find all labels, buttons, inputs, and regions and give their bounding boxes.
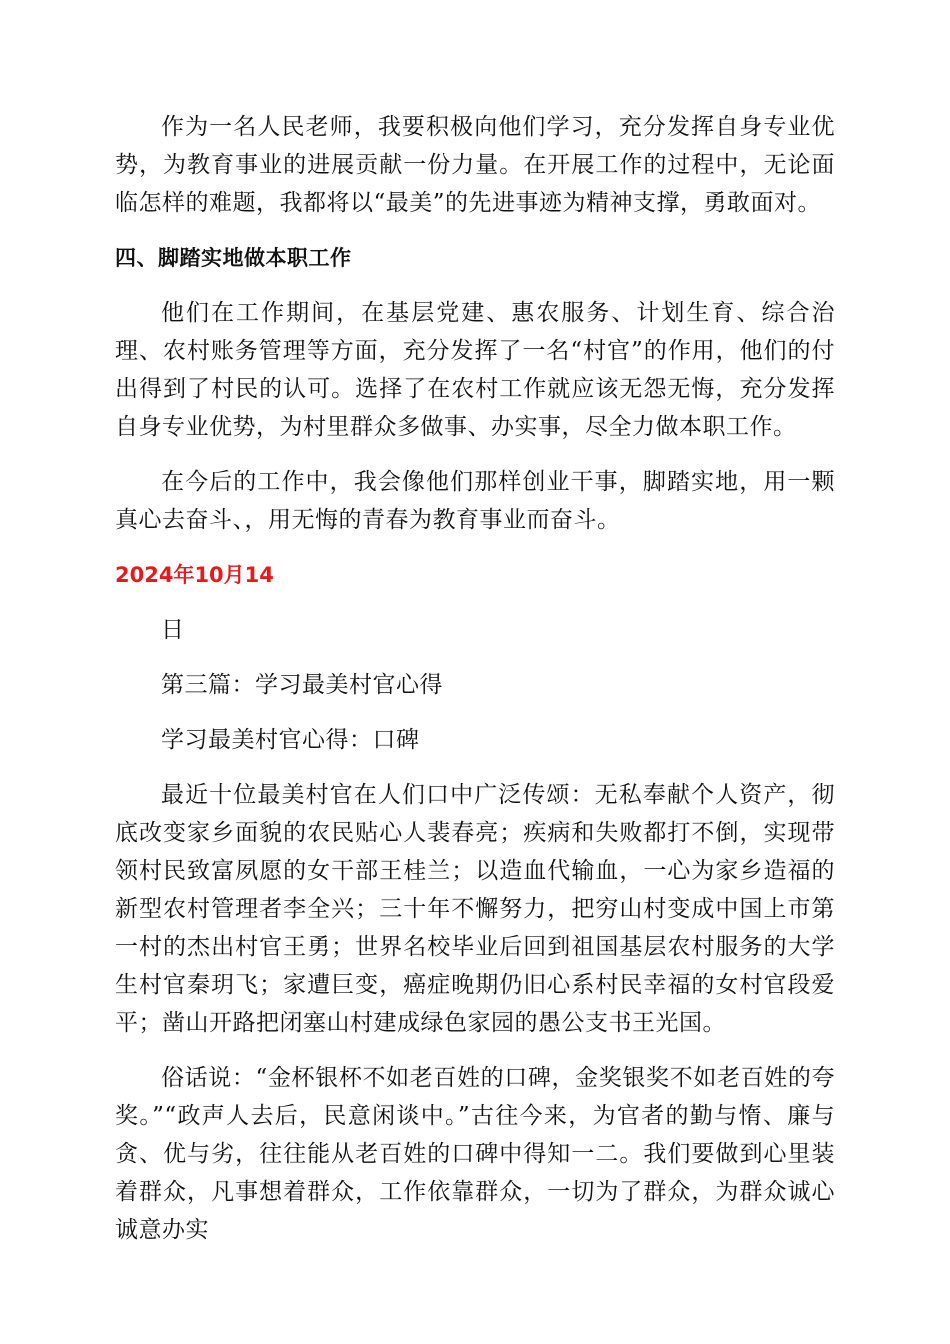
paragraph-village-officials-work: 他们在工作期间，在基层党建、惠农服务、计划生育、综合治理、农村账务管理等方面，充分发挥了一名“村官”的作用，他们的付出得到了村民的认可。选择了在农村工作就应该无怨无悔，充分发挥自身专业优势，为村里群众多做事、办实事，尽全力做本职工作。 (115, 300, 835, 440)
date-suffix: 日 (161, 617, 185, 643)
section-title-third: 第三篇：学习最美村官心得 (161, 672, 443, 698)
paragraph-teacher-commitment: 作为一名人民老师，我要积极向他们学习，充分发挥自身专业优势，为教育事业的进展贡献一份力量。在开展工作的过程中，无论面临怎样的难题，我都将以“最美”的先进事迹为精神支撑，勇敢面对。 (115, 114, 835, 216)
paragraph-future-work: 在今后的工作中，我会像他们那样创业干事，脚踏实地，用一颗真心去奋斗、，用无悔的青春为教育事业而奋斗。 (115, 469, 835, 533)
paragraph-ten-officials: 最近十位最美村官在人们口中广泛传颂：无私奉献个人资产，彻底改变家乡面貌的农民贴心人裴春亮；疾病和失败都打不倒，实现带领村民致富夙愿的女干部王桂兰；以造血代输血，一心为家乡造福的新型农村管理者李全兴；三十年不懈努力，把穷山村变成中国上市第一村的杰出村官王勇；世界名校毕业后回到祖国基层农村服务的大学生村官秦玥飞；家遭巨变，癌症晚期仍旧心系村民幸福的女村官段爱平；凿山开路把闭塞山村建成绿色家园的愚公支书王光国。 (115, 782, 835, 1036)
section-subtitle: 学习最美村官心得：口碑 (161, 727, 420, 753)
paragraph-proverb-reputation: 俗话说：“金杯银杯不如老百姓的口碑，金奖银奖不如老百姓的夸奖。”“政声人去后，民意闲谈中。”古往今来，为官者的勤与惰、廉与贪、优与劣，往往能从老百姓的口碑中得知一二。我们要做到心里装着群众，凡事想着群众，工作依靠群众，一切为了群众，为群众诚心诚意办实 (115, 1065, 835, 1243)
document-body (115, 108, 835, 1249)
section-heading-four: 四、脚踏实地做本职工作 (115, 246, 352, 270)
document-date: 2024年10月14 (115, 563, 274, 587)
